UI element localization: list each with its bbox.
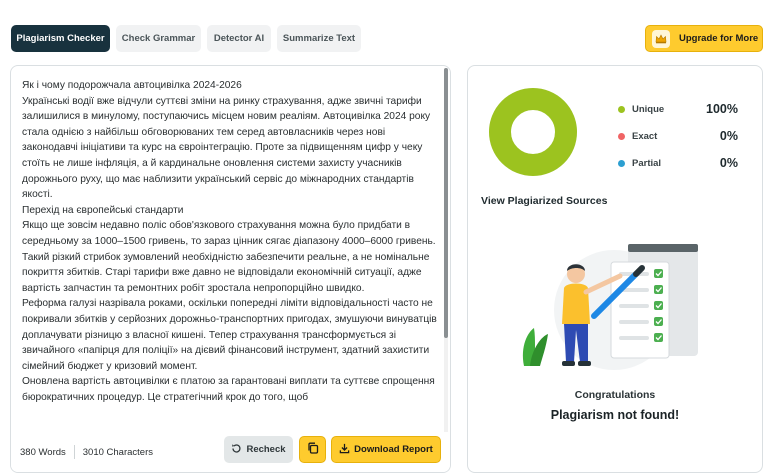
- results-panel: [467, 65, 763, 473]
- editor-paragraph: Українські водії вже відчули суттєві зміни на ринку страхування, адже звичні тарифи залишилися в минулому, поступаючись місцем новим реаліям. Автоцивілка 2024 року стала однією з найбільш обговорюваних тем серед автовласників через нові законодавчі ініціативи та курс на євроінтеграцію. Проте за підвищенням цифр у чеку стоїть не лише інфляція, а й кардинальне оновлення системи захисту учасників дорожнього руху, що має наблизити український сервіс до міжнародних стандартів якості.: [22, 95, 431, 201]
- recheck-button[interactable]: [224, 436, 293, 463]
- editor-scrollbar[interactable]: [444, 68, 448, 434]
- editor-footer: [11, 432, 450, 472]
- recheck-label: Recheck: [246, 444, 286, 455]
- legend-label-partial: Partial: [632, 157, 662, 169]
- download-label: Download Report: [354, 444, 433, 455]
- plagiarism-status: Plagiarism not found!: [550, 408, 680, 422]
- character-count: 3010 Characters: [82, 446, 153, 458]
- word-count: 380 Words: [20, 446, 66, 458]
- view-plagiarized-sources-heading: View Plagiarized Sources: [481, 195, 608, 207]
- text-editor[interactable]: [10, 65, 451, 473]
- scrollbar-thumb[interactable]: [444, 68, 448, 338]
- donut-unique-segment: [500, 99, 566, 165]
- legend-value-unique: 100%: [706, 102, 738, 116]
- upgrade-label: Upgrade for More: [679, 33, 759, 44]
- partial-dot: [618, 160, 625, 167]
- legend-row-partial: [618, 154, 738, 172]
- mode-tabs: [11, 25, 361, 52]
- copy-button[interactable]: [299, 436, 326, 463]
- editor-paragraph: Оновлена вартість автоцивілки є платою за гарантовані виплати та суттєве спрощення бюрократичних процедур. Це стратегічний крок до того, щоб: [22, 376, 435, 403]
- legend-row-unique: [618, 100, 738, 118]
- download-report-button[interactable]: [331, 436, 441, 463]
- legend-label-unique: Unique: [632, 103, 665, 115]
- editor-paragraph: Реформа галузі назрівала роками, оскільки попередні ліміти відповідальності часто не покривали збитків у серйозних дорожньо-транспортних пригодах, змушуючи винуватців доплачувати різницю з власної кишені. Тепер страхування трансформується зі звичайного «папірця для поліції» на дієвий фінансовий інструмент, здатний захистити сімейний бюджет у кризовий момент.: [22, 298, 437, 372]
- legend-label-exact: Exact: [632, 130, 658, 142]
- legend-row-exact: [618, 127, 738, 145]
- download-icon: [339, 443, 350, 457]
- checklist-illustration: [516, 234, 716, 372]
- divider: [74, 445, 75, 459]
- editor-text-area[interactable]: [22, 78, 438, 434]
- legend-value-exact: 0%: [719, 129, 738, 143]
- editor-paragraph: Як і чому подорожчала автоцивілка 2024-2026: [22, 80, 242, 91]
- copy-icon: [307, 441, 319, 459]
- legend-value-partial: 0%: [719, 156, 738, 170]
- tab-plagiarism-checker[interactable]: Plagiarism Checker: [11, 25, 110, 52]
- crown-icon: [652, 30, 670, 48]
- tab-check-grammar[interactable]: Check Grammar: [116, 25, 201, 52]
- editor-paragraph: Якщо ще зовсім недавно поліс обов'язкового страхування можна було придбати в середньому за 1000–1500 гривень, то зараз цінник сягає діапазону 4000–6000 гривень. Такий різкий стрибок зумовлений необхідністю забезпечити реальне, а не номінальне покриття збитків. Старі тарифи вже давно не відповідали економічній ситуації, адже вартість запчастин та ремонтних робіт зростала непропорційно швидко.: [22, 220, 436, 294]
- exact-dot: [618, 133, 625, 140]
- upgrade-button[interactable]: [645, 25, 763, 52]
- unique-dot: [618, 106, 625, 113]
- tab-detector-ai[interactable]: Detector AI: [207, 25, 271, 52]
- tab-summarize-text[interactable]: Summarize Text: [277, 25, 361, 52]
- uniqueness-donut-chart: [489, 88, 577, 176]
- editor-paragraph: Перехід на європейські стандарти: [22, 204, 184, 216]
- congratulations-text: Congratulations: [574, 389, 656, 401]
- result-legend: [618, 100, 738, 181]
- refresh-icon: [231, 443, 242, 457]
